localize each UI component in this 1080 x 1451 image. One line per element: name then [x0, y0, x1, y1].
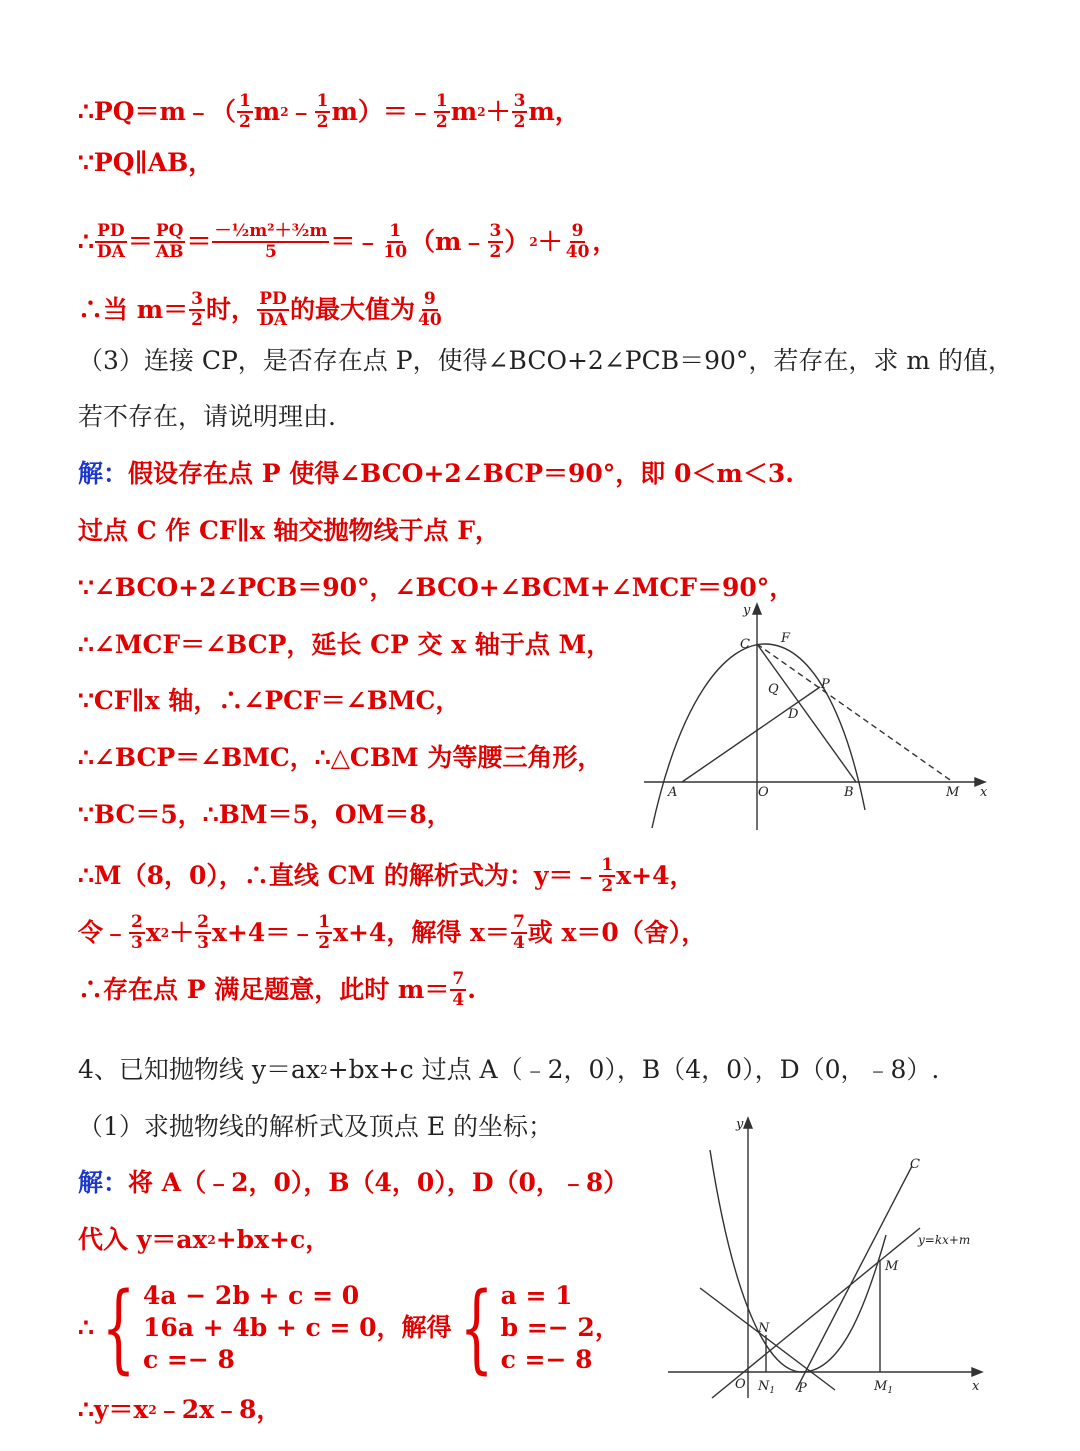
label-N: N [758, 1321, 770, 1336]
line-NP [700, 1288, 835, 1390]
den: 5 [264, 242, 277, 262]
fraction [257, 290, 289, 330]
den: 4 [452, 990, 465, 1010]
question-3-line1: （3）连接 CP，是否存在点 P，使得∠BCO+2∠PCB＝90°，若存在，求 m 的值， [78, 346, 1014, 375]
label-x: x [980, 785, 988, 800]
text: x+4，解得 x＝ [333, 918, 510, 947]
solution4-system [78, 1272, 620, 1384]
solution4-line1 [78, 1168, 628, 1198]
text: 4、已知抛物线 y＝ax [78, 1055, 320, 1084]
fraction-big [212, 222, 329, 262]
fraction [488, 222, 504, 262]
segment-CP-dashed [757, 644, 953, 782]
brace-glyph: { [459, 1272, 493, 1384]
label-C: C [910, 1157, 920, 1172]
fraction [189, 290, 205, 330]
text: ＋ [169, 918, 195, 947]
text: ∴PQ＝m﹣（ [78, 97, 236, 126]
num: 9 [423, 289, 436, 309]
text: 代入 y＝ax [78, 1225, 208, 1254]
text: ＝﹣ [330, 227, 381, 256]
label-P: P [798, 1381, 807, 1396]
equation: b =− 2 [500, 1313, 595, 1342]
num: 3 [191, 289, 204, 309]
num: 3 [489, 221, 502, 241]
label-M1-subscript: 1 [887, 1386, 894, 1396]
den: 2 [513, 112, 526, 132]
fraction [564, 222, 592, 262]
label-y: y [736, 1117, 744, 1132]
num: PD [259, 289, 287, 309]
fraction [129, 913, 145, 953]
den: 4 [512, 933, 525, 953]
text: ） [504, 227, 530, 256]
line-parallel [78, 148, 213, 178]
den: 2 [316, 112, 329, 132]
text: ∴当 m＝ [78, 295, 189, 324]
equation: c =− 8 [142, 1345, 235, 1374]
text: m）＝﹣ [331, 97, 433, 126]
text: 或 x＝0（舍）， [527, 918, 707, 947]
text: x [145, 918, 161, 947]
num: －½m²＋³⁄₂m [214, 221, 328, 241]
text: m， [528, 97, 580, 126]
equation: c =− 8 [500, 1345, 593, 1374]
den: 10 [383, 242, 408, 262]
x-axis-arrow [972, 1368, 982, 1376]
solution-line2: 过点 C 作 CF∥x 轴交抛物线于点 F， [78, 516, 500, 545]
fraction [381, 222, 409, 262]
label-A: A [668, 785, 678, 800]
figure-1-parabola [640, 600, 1000, 835]
den: 2 [318, 933, 331, 953]
den: 2 [435, 112, 448, 132]
text: ∴存在点 P 满足题意，此时 m＝ [78, 975, 450, 1004]
num: 1 [316, 91, 329, 111]
text: ∴ [78, 227, 94, 256]
figure-2-parabola-lines [660, 1110, 990, 1400]
fraction [512, 92, 528, 132]
label-N1 [757, 1379, 775, 1396]
label-N1-subscript: 1 [769, 1386, 776, 1396]
label-F: F [781, 631, 791, 646]
text: ﹣2x﹣8， [156, 1395, 282, 1424]
label-line-eq: y=kx+m [918, 1233, 971, 1247]
label-y: y [743, 603, 751, 618]
num: 1 [389, 221, 402, 241]
den: 2 [601, 876, 614, 896]
text: ， [594, 1313, 620, 1342]
text: 假设存在点 P 使得∠BCO+2∠BCP＝90°，即 0＜m＜3. [128, 459, 794, 488]
fraction [511, 913, 527, 953]
solution-line3: ∵∠BCO+2∠PCB＝90°，∠BCO+∠BCM+∠MCF＝90°， [78, 573, 795, 602]
text: 令﹣ [78, 918, 129, 947]
line-PC [796, 1166, 912, 1390]
label-M1-base: M [874, 1379, 888, 1394]
den: 2 [489, 242, 502, 262]
equation: 16a + 4b + c = 0 [142, 1313, 377, 1342]
fraction [450, 970, 466, 1010]
text: ＋ [485, 97, 511, 126]
solution4-line4: ∴y＝x 2 ﹣2x﹣8， [78, 1395, 282, 1424]
text: x+4， [616, 861, 695, 890]
label-O: O [758, 785, 769, 800]
text: ＋ [537, 227, 563, 256]
text: （m﹣ [410, 227, 487, 256]
line-pq-expression: ∴PQ＝m﹣（ $\frac{1}{2}$ m 2 ﹣ $\frac{1}{2}$ m）＝﹣ $\frac{1}{2}$ m 2 ＋ $\frac{3}{2}$ m， [78, 91, 580, 132]
den: 3 [197, 933, 209, 953]
y-axis-arrow [744, 1118, 752, 1128]
question-4-part1: （1）求抛物线的解析式及顶点 E 的坐标； [78, 1112, 554, 1141]
fraction-pd-da [95, 222, 127, 262]
text: m [253, 97, 281, 126]
num: PQ [155, 221, 184, 241]
y-axis-arrow [753, 604, 761, 614]
label-C: C [740, 637, 750, 652]
fraction [316, 913, 332, 953]
num: PD [97, 221, 125, 241]
text: ，解得 [376, 1313, 452, 1342]
label-M1 [873, 1379, 893, 1396]
solution-label: 解： [78, 459, 129, 488]
fraction-pq-ab [154, 222, 186, 262]
solution-line8 [78, 856, 694, 896]
num: 9 [571, 221, 584, 241]
question-4: 4、已知抛物线 y＝ax 2 +bx+c 过点 A（﹣2，0），B（4，0），D（0，﹣8）. [78, 1055, 940, 1084]
text: ∵PQ∥AB， [78, 148, 214, 177]
num: 7 [512, 912, 525, 932]
segment-AP [682, 687, 820, 782]
solution-label: 解： [78, 1168, 129, 1197]
text: ＝ [186, 227, 212, 256]
solution-line4: ∴∠MCF＝∠BCP，延长 CP 交 x 轴于点 M， [78, 630, 612, 659]
equation-system-2 [452, 1272, 595, 1384]
num: 1 [601, 855, 614, 875]
text: ∴ [78, 1313, 94, 1342]
den: DA [96, 242, 125, 262]
text: +bx+c 过点 A（﹣2，0），B（4，0），D（0，﹣8）. [327, 1055, 940, 1084]
solution-line6: ∴∠BCP＝∠BMC，∴△CBM 为等腰三角形， [78, 743, 603, 772]
solution-line9: 令﹣ $\frac{2}{3}$ x 2 ＋ $\frac{2}{3}$ x+4＝﹣ $\frac{1}{2}$ x+4，解得 x＝ $\frac{7}{4}$ 或 x＝0（舍）， [78, 912, 707, 953]
den: 2 [191, 310, 204, 330]
fraction [237, 92, 253, 132]
fraction [434, 92, 450, 132]
text: x+4＝﹣ [211, 918, 316, 947]
num: 2 [197, 912, 209, 932]
question-3-line2: 若不存在，请说明理由. [78, 402, 336, 431]
label-M: M [885, 1259, 899, 1274]
text: . [467, 975, 476, 1004]
text: ， [592, 227, 618, 256]
num: 3 [513, 91, 526, 111]
equation: a = 1 [500, 1281, 573, 1310]
num: 1 [435, 91, 448, 111]
text: ∴y＝x [78, 1395, 149, 1424]
fraction [599, 856, 615, 896]
label-x: x [972, 1379, 980, 1394]
den: 40 [417, 310, 442, 330]
label-O: O [735, 1377, 746, 1392]
label-M: M [946, 785, 960, 800]
equation: 4a − 2b + c = 0 [142, 1281, 360, 1310]
text: 时， [206, 295, 257, 324]
equation-system-1 [94, 1272, 377, 1384]
text: m [450, 97, 478, 126]
label-B: B [844, 785, 854, 800]
line-max-value [78, 290, 445, 330]
num: 1 [318, 912, 331, 932]
fraction [195, 913, 211, 953]
label-P: P [821, 677, 830, 692]
text: ＝ [127, 227, 153, 256]
den: DA [259, 310, 287, 330]
line-ratio: ∴ $\frac{PD}{DA}$ ＝ $\frac{PQ}{AB}$ ＝ $\frac{\text{－½m²＋³⁄₂m}}{5}$ ＝﹣ $\frac{1}{10}$ （m﹣ $\frac{3}{2}$ ） 2 ＋ $\frac{9}{40}$ ， [78, 221, 618, 262]
label-D: D [788, 707, 799, 722]
den: AB [155, 242, 184, 262]
text: +bx+c， [215, 1225, 331, 1254]
num: 2 [131, 912, 143, 932]
den: 2 [238, 112, 251, 132]
text: ﹣ [288, 97, 314, 126]
solution-line1 [78, 459, 794, 489]
fraction [315, 92, 331, 132]
brace-glyph: { [101, 1272, 136, 1384]
solution-line5: ∵CF∥x 轴，∴∠PCF＝∠BMC， [78, 686, 461, 715]
text: 将 A（﹣2，0），B（4，0），D（0，﹣8） [128, 1168, 629, 1197]
fraction [416, 290, 444, 330]
text: ∴M（8，0），∴直线 CM 的解析式为：y＝﹣ [78, 861, 599, 890]
den: 3 [131, 933, 143, 953]
parabola-curve [710, 1150, 886, 1372]
num: 1 [238, 91, 251, 111]
solution4-line2: 代入 y＝ax 2 +bx+c， [78, 1225, 331, 1254]
parabola-curve [652, 644, 865, 828]
num: 7 [452, 969, 465, 989]
den: 40 [565, 242, 590, 262]
solution-line7: ∵BC＝5，∴BM＝5，OM＝8， [78, 800, 452, 829]
label-N1-base: N [758, 1379, 770, 1394]
solution-line10 [78, 970, 476, 1010]
text: 的最大值为 [289, 295, 415, 324]
label-Q: Q [768, 682, 779, 697]
